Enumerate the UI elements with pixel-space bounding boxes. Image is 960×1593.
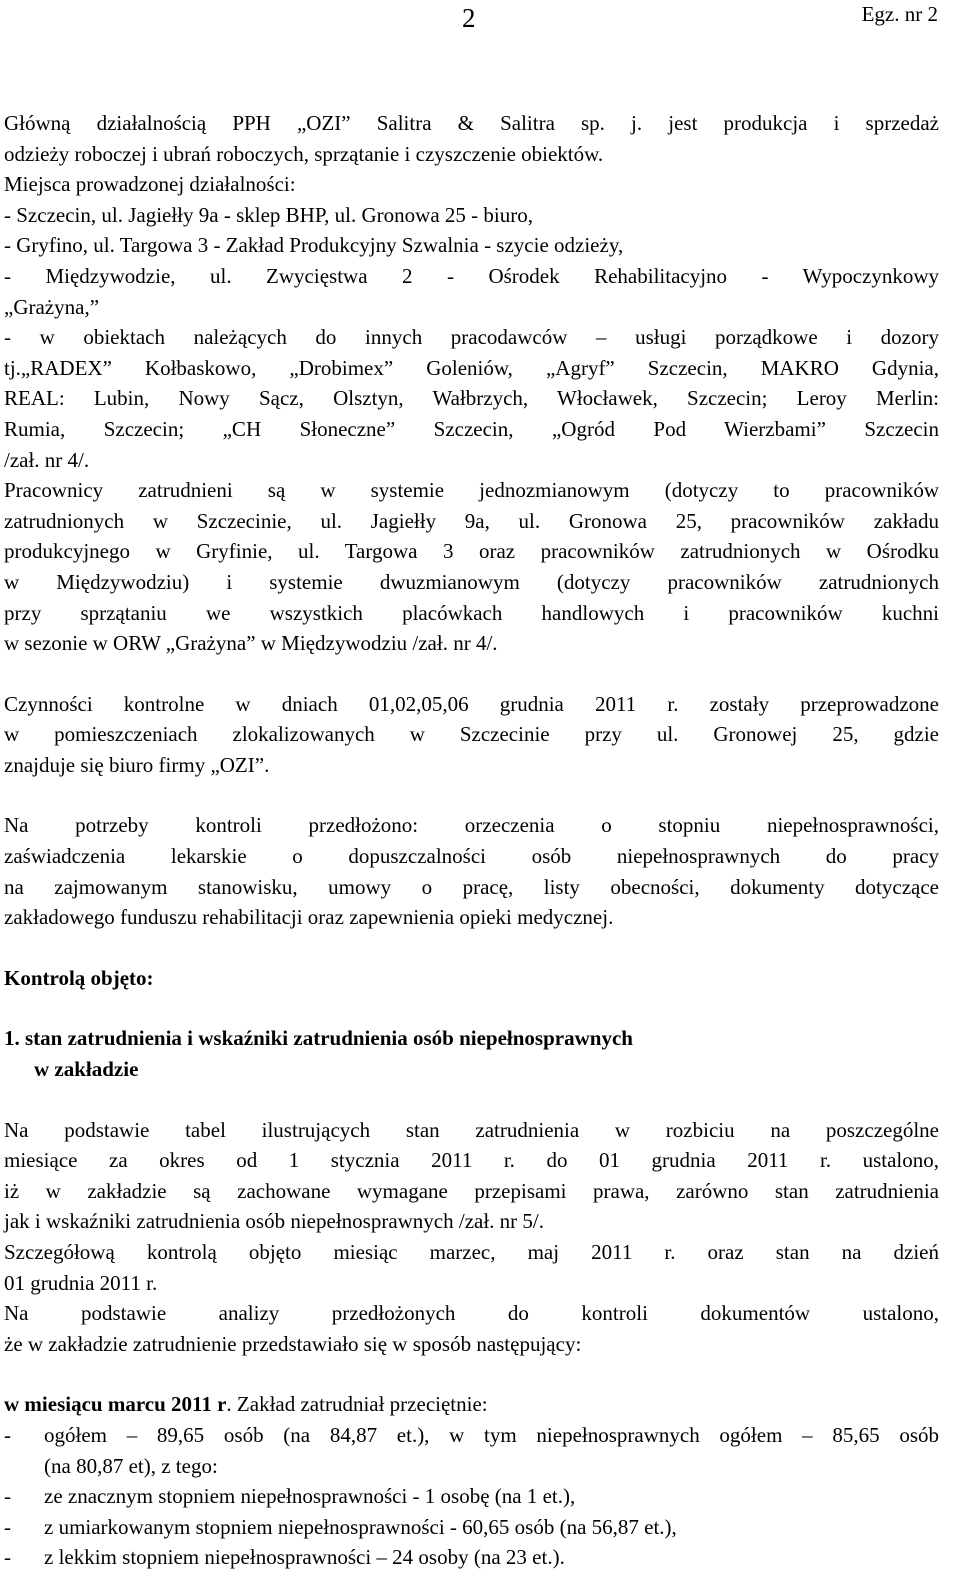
findings-section — [4, 1115, 939, 1360]
spacer — [4, 993, 939, 1023]
list-item — [4, 1481, 939, 1512]
list-item — [4, 1512, 939, 1543]
intro-line: Miejsca prowadzonej działalności: — [4, 172, 296, 197]
spacer — [4, 780, 939, 810]
intro-line: - Międzywodzie, ul. Zwycięstwa 2 - Ośrodek Rehabilitacyjno - Wypoczynkowy — [4, 263, 939, 288]
intro-line: produkcyjnego w Gryfinie, ul. Targowa 3 oraz pracowników zatrudnionych w Ośrodku — [4, 539, 939, 564]
control-line: w pomieszczeniach zlokalizowanych w Szczecinie przy ul. Gronowej 25, gdzie — [4, 722, 939, 747]
copy-mark: Egz. nr 2 — [861, 2, 938, 26]
documents-line: zakładowego funduszu rehabilitacji oraz zapewnienia opieki medycznej. — [4, 905, 614, 930]
spacer — [4, 1359, 939, 1389]
intro-line: w sezonie w ORW „Grażyna” w Międzywodziu /zał. nr 4/. — [4, 631, 498, 656]
documents-section — [4, 810, 939, 932]
spacer — [4, 1085, 939, 1115]
intro-line: - Gryfino, ul. Targowa 3 - Zakład Produkcyjny Szwalnia - szycie odzieży, — [4, 233, 624, 258]
findings-line: miesiące za okres od 1 stycznia 2011 r. do 01 grudnia 2011 r. ustalono, — [4, 1148, 939, 1173]
intro-line: /zał. nr 4/. — [4, 447, 90, 472]
documents-line: na zajmowanym stanowisku, umowy o pracę, listy obecności, dokumenty dotyczące — [4, 874, 939, 899]
list-item — [4, 1420, 939, 1481]
scope-heading: Kontrolą objęto: — [4, 965, 154, 990]
intro-line: Rumia, Szczecin; „CH Słoneczne” Szczecin, „Ogród Pod Wierzbami” Szczecin — [4, 416, 939, 441]
intro-line: w Międzywodziu) i systemie dwuzmianowym (dotyczy pracowników zatrudnionych — [4, 569, 939, 594]
documents-line: zaświadczenia lekarskie o dopuszczalności osób niepełnosprawnych do pracy — [4, 844, 939, 869]
documents-line: Na potrzeby kontroli przedłożono: orzeczenia o stopniu niepełnosprawności, — [4, 813, 939, 838]
findings-line: że w zakładzie zatrudnienie przedstawiało się w sposób następujący: — [4, 1331, 582, 1356]
intro-line: „Grażyna,” — [4, 294, 100, 319]
document-body — [4, 108, 939, 1573]
scope-section — [4, 963, 939, 1085]
findings-line: Na podstawie analizy przedłożonych do kontroli dokumentów ustalono, — [4, 1301, 939, 1326]
control-line: znajduje się biuro firmy „OZI”. — [4, 752, 270, 777]
intro-section — [4, 108, 939, 659]
list-item-line: ogółem – 89,65 osób (na 84,87 et.), w tym niepełnosprawnych ogółem – 85,65 osób — [44, 1422, 939, 1447]
spacer — [4, 933, 939, 963]
intro-line: Pracownicy zatrudnieni są w systemie jednozmianowym (dotyczy to pracowników — [4, 478, 939, 503]
spacer — [4, 659, 939, 689]
intro-line: odzieży roboczej i ubrań roboczych, sprzątanie i czyszczenie obiektów. — [4, 141, 604, 166]
control-section — [4, 689, 939, 781]
intro-line: przy sprzątaniu we wszystkich placówkach handlowych i pracowników kuchni — [4, 600, 939, 625]
list-item-line: (na 80,87 et), z tego: — [44, 1453, 218, 1478]
list-dash: - — [4, 1422, 11, 1447]
intro-line: - Szczecin, ul. Jagiełły 9a - sklep BHP, ul. Gronowa 25 - biuro, — [4, 202, 533, 227]
march-intro-rest: . Zakład zatrudniał przeciętnie: — [226, 1392, 488, 1417]
scope-item-1-cont: w zakładzie — [34, 1057, 139, 1082]
list-dash: - — [4, 1545, 11, 1570]
list-item-line: z umiarkowanym stopniem niepełnosprawności - 60,65 osób (na 56,87 et.), — [44, 1514, 677, 1539]
list-dash: - — [4, 1514, 11, 1539]
findings-line: iż w zakładzie są zachowane wymagane przepisami prawa, zarówno stan zatrudnienia — [4, 1178, 939, 1203]
control-line: Czynności kontrolne w dniach 01,02,05,06 grudnia 2011 r. zostały przeprowadzone — [4, 691, 939, 716]
list-item-text — [44, 1420, 939, 1481]
intro-line: - w obiektach należących do innych pracodawców – usługi porządkowe i dozory — [4, 325, 939, 350]
march-label: w miesiącu marcu 2011 r — [4, 1392, 227, 1417]
findings-line: jak i wskaźniki zatrudnienia osób niepełnosprawnych /zał. nr 5/. — [4, 1209, 545, 1234]
list-item — [4, 1542, 939, 1573]
list-dash: - — [4, 1484, 11, 1509]
intro-line: Główną działalnością PPH „OZI” Salitra & Salitra sp. j. jest produkcja i sprzedaż — [4, 111, 939, 135]
march-intro — [4, 1389, 939, 1420]
intro-line: tj.„RADEX” Kołbaskowo, „Drobimex” Goleniów, „Agryf” Szczecin, MAKRO Gdynia, — [4, 355, 939, 380]
list-item-line: ze znacznym stopniem niepełnosprawności - 1 osobę (na 1 et.), — [44, 1484, 576, 1509]
march-section — [4, 1389, 939, 1573]
scope-item-1: 1. stan zatrudnienia i wskaźniki zatrudnienia osób niepełnosprawnych — [4, 1026, 633, 1051]
findings-line: Na podstawie tabel ilustrujących stan zatrudnienia w rozbiciu na poszczególne — [4, 1117, 939, 1142]
list-item-line: z lekkim stopniem niepełnosprawności – 24 osoby (na 23 et.). — [44, 1545, 565, 1570]
page-number: 2 — [462, 3, 476, 33]
intro-line: REAL: Lubin, Nowy Sącz, Olsztyn, Wałbrzych, Włocławek, Szczecin; Leroy Merlin: — [4, 386, 939, 411]
findings-line: Szczegółową kontrolą objęto miesiąc marzec, maj 2011 r. oraz stan na dzień — [4, 1240, 939, 1264]
intro-line: zatrudnionych w Szczecinie, ul. Jagiełły 9a, ul. Gronowa 25, pracowników zakładu — [4, 508, 939, 533]
findings-line: 01 grudnia 2011 r. — [4, 1270, 158, 1295]
